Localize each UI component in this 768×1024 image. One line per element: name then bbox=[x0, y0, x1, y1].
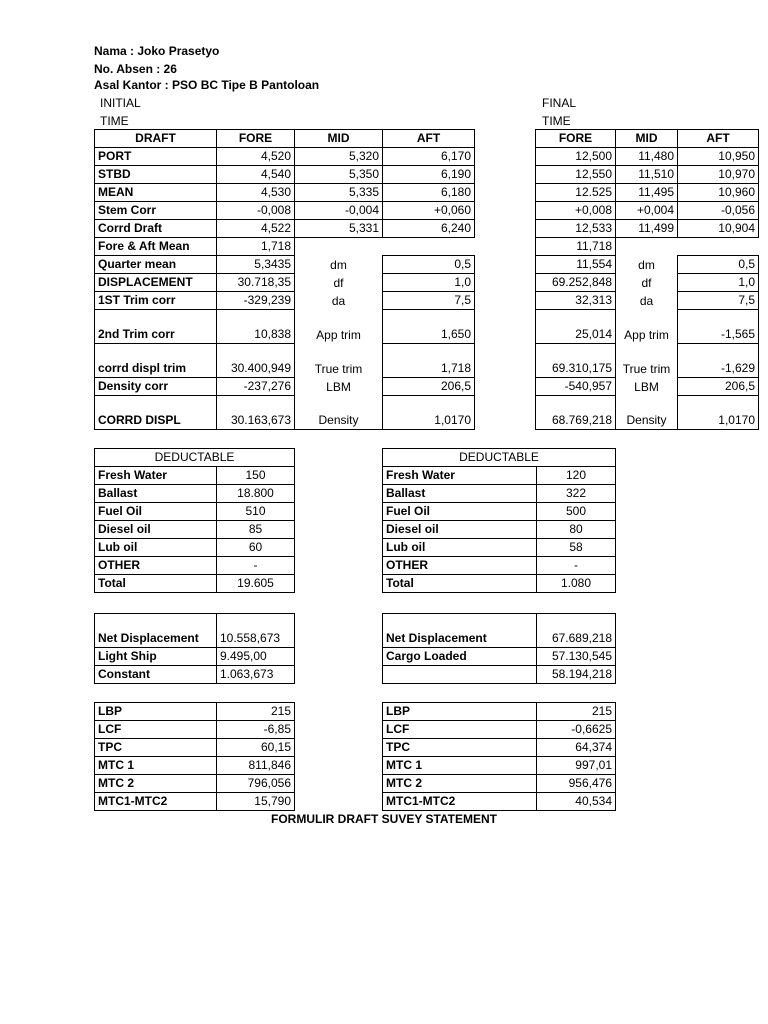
cell-value: 12,533 bbox=[536, 220, 616, 238]
table-row bbox=[95, 220, 475, 238]
cell-value: - bbox=[217, 557, 295, 575]
cell-value: 7,5 bbox=[383, 292, 475, 310]
table-row bbox=[536, 238, 759, 256]
table-row bbox=[383, 485, 616, 503]
table-row bbox=[95, 575, 295, 593]
cell-value: 0,5 bbox=[383, 256, 475, 274]
table-row bbox=[95, 539, 295, 557]
table-row bbox=[95, 721, 295, 739]
initial-time-label: TIME bbox=[100, 114, 129, 128]
row-label: Fuel Oil bbox=[95, 503, 217, 521]
deductable-title: DEDUCTABLE bbox=[95, 449, 295, 467]
cell-value: 956,476 bbox=[537, 775, 616, 793]
cell-value: 80 bbox=[537, 521, 616, 539]
row-label: Fuel Oil bbox=[383, 503, 537, 521]
cell-value: 4,540 bbox=[217, 166, 295, 184]
initial-header-row bbox=[95, 130, 475, 148]
col-fore: FORE bbox=[536, 130, 616, 148]
table-row bbox=[95, 148, 475, 166]
cell-value: 85 bbox=[217, 521, 295, 539]
cell-value: 40,534 bbox=[537, 793, 616, 811]
table-row bbox=[95, 485, 295, 503]
row-label: TPC bbox=[383, 739, 537, 757]
cell-value: 60,15 bbox=[217, 739, 295, 757]
cell-value: 215 bbox=[537, 703, 616, 721]
cell-value: -0,004 bbox=[295, 202, 383, 220]
table-row bbox=[95, 666, 295, 684]
cell-value: 7,5 bbox=[678, 292, 759, 310]
row-label: Ballast bbox=[95, 485, 217, 503]
table-row bbox=[95, 202, 475, 220]
cell-value: 1,0170 bbox=[678, 396, 759, 430]
table-row bbox=[383, 648, 616, 666]
cell-value: 11,554 bbox=[536, 256, 616, 274]
col-mid: MID bbox=[295, 130, 383, 148]
row-label: MEAN bbox=[95, 184, 217, 202]
row-label: MTC 1 bbox=[383, 757, 537, 775]
col-aft: AFT bbox=[383, 130, 475, 148]
row-label: MTC1-MTC2 bbox=[383, 793, 537, 811]
cell-value: 6,190 bbox=[383, 166, 475, 184]
cell-value: 30.718,35 bbox=[217, 274, 295, 292]
table-row bbox=[383, 666, 616, 684]
cell-value: 19.605 bbox=[217, 575, 295, 593]
kantor-line: Asal Kantor : PSO BC Tipe B Pantoloan bbox=[94, 78, 320, 92]
cell-value: 6,180 bbox=[383, 184, 475, 202]
cell-value: 796,056 bbox=[217, 775, 295, 793]
initial-draft-table bbox=[94, 129, 475, 430]
cell-value: 10,950 bbox=[678, 148, 759, 166]
table-row bbox=[383, 739, 616, 757]
row-label bbox=[383, 666, 537, 684]
cell-value: 4,530 bbox=[217, 184, 295, 202]
table-row bbox=[95, 256, 475, 274]
cell-value: 11,718 bbox=[536, 238, 616, 256]
cell-value: 12,550 bbox=[536, 166, 616, 184]
cell-value: -6,85 bbox=[217, 721, 295, 739]
cell-value: 57.130,545 bbox=[537, 648, 616, 666]
deductable-final-table bbox=[382, 448, 616, 593]
table-row bbox=[383, 775, 616, 793]
row-label: 1ST Trim corr bbox=[95, 292, 217, 310]
cell-value: 32,313 bbox=[536, 292, 616, 310]
cell-value: - bbox=[537, 557, 616, 575]
cell-value: 10,904 bbox=[678, 220, 759, 238]
cell-value: 510 bbox=[217, 503, 295, 521]
cell-value: 25,014 bbox=[536, 310, 616, 344]
final-label: FINAL bbox=[542, 96, 577, 110]
cell-value: 69.252,848 bbox=[536, 274, 616, 292]
row-label: DISPLACEMENT bbox=[95, 274, 217, 292]
deductable-title: DEDUCTABLE bbox=[383, 449, 616, 467]
net-initial-table bbox=[94, 613, 295, 684]
table-row bbox=[536, 184, 759, 202]
table-row bbox=[95, 703, 295, 721]
table-row bbox=[536, 220, 759, 238]
table-row bbox=[383, 793, 616, 811]
cell-value: 5,331 bbox=[295, 220, 383, 238]
cell-value: 11,495 bbox=[616, 184, 678, 202]
absen-line: No. Absen : 26 bbox=[94, 62, 177, 76]
cell-value: 11,480 bbox=[616, 148, 678, 166]
cell-value: 58 bbox=[537, 539, 616, 557]
cell-value: 18.800 bbox=[217, 485, 295, 503]
cell-key: App trim bbox=[616, 310, 678, 344]
table-row bbox=[383, 614, 616, 648]
cell-value: 1,0 bbox=[383, 274, 475, 292]
row-label: corrd displ trim bbox=[95, 344, 217, 378]
cell-value: 30.400,949 bbox=[217, 344, 295, 378]
row-label: PORT bbox=[95, 148, 217, 166]
cell-key: True trim bbox=[295, 344, 383, 378]
table-row bbox=[95, 557, 295, 575]
col-aft: AFT bbox=[678, 130, 759, 148]
cell-value: 30.163,673 bbox=[217, 396, 295, 430]
row-label: TPC bbox=[95, 739, 217, 757]
table-row bbox=[95, 793, 295, 811]
table-row bbox=[95, 166, 475, 184]
row-label: OTHER bbox=[383, 557, 537, 575]
cell-value: -329,239 bbox=[217, 292, 295, 310]
deductable-initial-table bbox=[94, 448, 295, 593]
cell-value: 5,320 bbox=[295, 148, 383, 166]
cell-key: da bbox=[295, 292, 383, 310]
col-draft: DRAFT bbox=[95, 130, 217, 148]
row-label: Density corr bbox=[95, 378, 217, 396]
table-row bbox=[536, 274, 759, 292]
table-row bbox=[536, 256, 759, 274]
cell-value: 206,5 bbox=[678, 378, 759, 396]
table-row bbox=[95, 614, 295, 648]
row-label: LBP bbox=[95, 703, 217, 721]
cell-value: 811,846 bbox=[217, 757, 295, 775]
table-row bbox=[95, 378, 475, 396]
table-row bbox=[95, 757, 295, 775]
cell-value: 1,650 bbox=[383, 310, 475, 344]
cell-value: +0,060 bbox=[383, 202, 475, 220]
row-label: OTHER bbox=[95, 557, 217, 575]
row-label: Cargo Loaded bbox=[383, 648, 537, 666]
col-fore: FORE bbox=[217, 130, 295, 148]
row-label: Total bbox=[383, 575, 537, 593]
table-row bbox=[95, 292, 475, 310]
row-label: Lub oil bbox=[383, 539, 537, 557]
row-label: LCF bbox=[383, 721, 537, 739]
row-label: Total bbox=[95, 575, 217, 593]
row-label: Light Ship bbox=[95, 648, 217, 666]
cell-value: 10,960 bbox=[678, 184, 759, 202]
cell-value: 6,170 bbox=[383, 148, 475, 166]
row-label: CORRD DISPL bbox=[95, 396, 217, 430]
table-row bbox=[536, 310, 759, 344]
cell-value: 15,790 bbox=[217, 793, 295, 811]
table-row bbox=[383, 757, 616, 775]
cell-value: 322 bbox=[537, 485, 616, 503]
cell-value: 1.063,673 bbox=[217, 666, 295, 684]
table-row bbox=[383, 703, 616, 721]
cell-value: -1,629 bbox=[678, 344, 759, 378]
final-draft-table bbox=[535, 129, 759, 430]
cell-value: 10,838 bbox=[217, 310, 295, 344]
row-label: MTC 2 bbox=[383, 775, 537, 793]
cell-value: 9.495,00 bbox=[217, 648, 295, 666]
row-label: Diesel oil bbox=[383, 521, 537, 539]
row-label: Lub oil bbox=[95, 539, 217, 557]
table-row bbox=[536, 292, 759, 310]
nama-line: Nama : Joko Prasetyo bbox=[94, 44, 220, 58]
cell-value: 120 bbox=[537, 467, 616, 485]
row-label: Diesel oil bbox=[95, 521, 217, 539]
cell-value: 1,718 bbox=[217, 238, 295, 256]
table-row bbox=[536, 148, 759, 166]
row-label: Ballast bbox=[383, 485, 537, 503]
row-label: MTC 2 bbox=[95, 775, 217, 793]
cell-key: dm bbox=[295, 256, 383, 274]
initial-label: INITIAL bbox=[100, 96, 141, 110]
cell-key: da bbox=[616, 292, 678, 310]
table-row bbox=[536, 378, 759, 396]
cell-value: 215 bbox=[217, 703, 295, 721]
cell-value: -540,957 bbox=[536, 378, 616, 396]
net-final-table bbox=[382, 613, 616, 684]
row-label: Constant bbox=[95, 666, 217, 684]
cell-value: 5,3435 bbox=[217, 256, 295, 274]
cell-key: LBM bbox=[295, 378, 383, 396]
cell-value: 6,240 bbox=[383, 220, 475, 238]
cell-value: 0,5 bbox=[678, 256, 759, 274]
table-row bbox=[95, 503, 295, 521]
table-row bbox=[383, 539, 616, 557]
row-label: Fore & Aft Mean bbox=[95, 238, 217, 256]
cell-value: -237,276 bbox=[217, 378, 295, 396]
cell-value: 69.310,175 bbox=[536, 344, 616, 378]
cell-value: 68.769,218 bbox=[536, 396, 616, 430]
cell-key: df bbox=[295, 274, 383, 292]
table-row bbox=[383, 721, 616, 739]
row-label: MTC1-MTC2 bbox=[95, 793, 217, 811]
cell-key: True trim bbox=[616, 344, 678, 378]
table-row bbox=[95, 310, 475, 344]
table-row bbox=[536, 344, 759, 378]
cell-value: 10.558,673 bbox=[217, 614, 295, 648]
row-label: Stem Corr bbox=[95, 202, 217, 220]
row-label: Quarter mean bbox=[95, 256, 217, 274]
cell-value: 4,522 bbox=[217, 220, 295, 238]
table-row bbox=[95, 648, 295, 666]
table-row bbox=[536, 166, 759, 184]
table-row bbox=[383, 521, 616, 539]
cell-key: df bbox=[616, 274, 678, 292]
cell-value: -1,565 bbox=[678, 310, 759, 344]
table-row bbox=[95, 521, 295, 539]
col-mid: MID bbox=[616, 130, 678, 148]
hydro-final-table bbox=[382, 702, 616, 811]
cell-value: +0,008 bbox=[536, 202, 616, 220]
table-row bbox=[536, 396, 759, 430]
table-row bbox=[383, 557, 616, 575]
hydro-initial-table bbox=[94, 702, 295, 811]
row-label: Net Displacement bbox=[95, 614, 217, 648]
row-label: Corrd Draft bbox=[95, 220, 217, 238]
cell-value: 4,520 bbox=[217, 148, 295, 166]
cell-value: +0,004 bbox=[616, 202, 678, 220]
row-label: Fresh Water bbox=[95, 467, 217, 485]
table-row bbox=[95, 274, 475, 292]
table-row bbox=[95, 238, 475, 256]
row-label: Fresh Water bbox=[383, 467, 537, 485]
table-row bbox=[383, 467, 616, 485]
cell-value: 500 bbox=[537, 503, 616, 521]
cell-key: Density bbox=[616, 396, 678, 430]
cell-key: LBM bbox=[616, 378, 678, 396]
cell-value: 1,0170 bbox=[383, 396, 475, 430]
cell-value: 64,374 bbox=[537, 739, 616, 757]
cell-value: -0,008 bbox=[217, 202, 295, 220]
cell-value: 58.194,218 bbox=[537, 666, 616, 684]
table-row bbox=[95, 344, 475, 378]
row-label: STBD bbox=[95, 166, 217, 184]
table-row bbox=[95, 184, 475, 202]
cell-value: 150 bbox=[217, 467, 295, 485]
form-title: FORMULIR DRAFT SUVEY STATEMENT bbox=[271, 812, 497, 826]
cell-value: 11,499 bbox=[616, 220, 678, 238]
cell-value: 5,350 bbox=[295, 166, 383, 184]
table-row bbox=[95, 467, 295, 485]
cell-value: 206,5 bbox=[383, 378, 475, 396]
row-label: Net Displacement bbox=[383, 614, 537, 648]
table-row bbox=[536, 202, 759, 220]
cell-key: App trim bbox=[295, 310, 383, 344]
cell-value: 11,510 bbox=[616, 166, 678, 184]
cell-value: 12,500 bbox=[536, 148, 616, 166]
table-row bbox=[95, 396, 475, 430]
cell-value: -0,6625 bbox=[537, 721, 616, 739]
cell-value: 997,01 bbox=[537, 757, 616, 775]
final-header-row bbox=[536, 130, 759, 148]
table-row bbox=[95, 739, 295, 757]
cell-key: dm bbox=[616, 256, 678, 274]
cell-value: -0,056 bbox=[678, 202, 759, 220]
row-label: MTC 1 bbox=[95, 757, 217, 775]
row-label: LBP bbox=[383, 703, 537, 721]
cell-value: 12.525 bbox=[536, 184, 616, 202]
cell-value: 67.689,218 bbox=[537, 614, 616, 648]
cell-value: 60 bbox=[217, 539, 295, 557]
cell-value: 1,0 bbox=[678, 274, 759, 292]
row-label: 2nd Trim corr bbox=[95, 310, 217, 344]
table-row bbox=[95, 775, 295, 793]
final-time-label: TIME bbox=[542, 114, 571, 128]
cell-value: 1,718 bbox=[383, 344, 475, 378]
cell-value: 1.080 bbox=[537, 575, 616, 593]
cell-value: 5,335 bbox=[295, 184, 383, 202]
row-label: LCF bbox=[95, 721, 217, 739]
table-row bbox=[383, 575, 616, 593]
cell-key: Density bbox=[295, 396, 383, 430]
table-row bbox=[383, 503, 616, 521]
cell-value: 10,970 bbox=[678, 166, 759, 184]
